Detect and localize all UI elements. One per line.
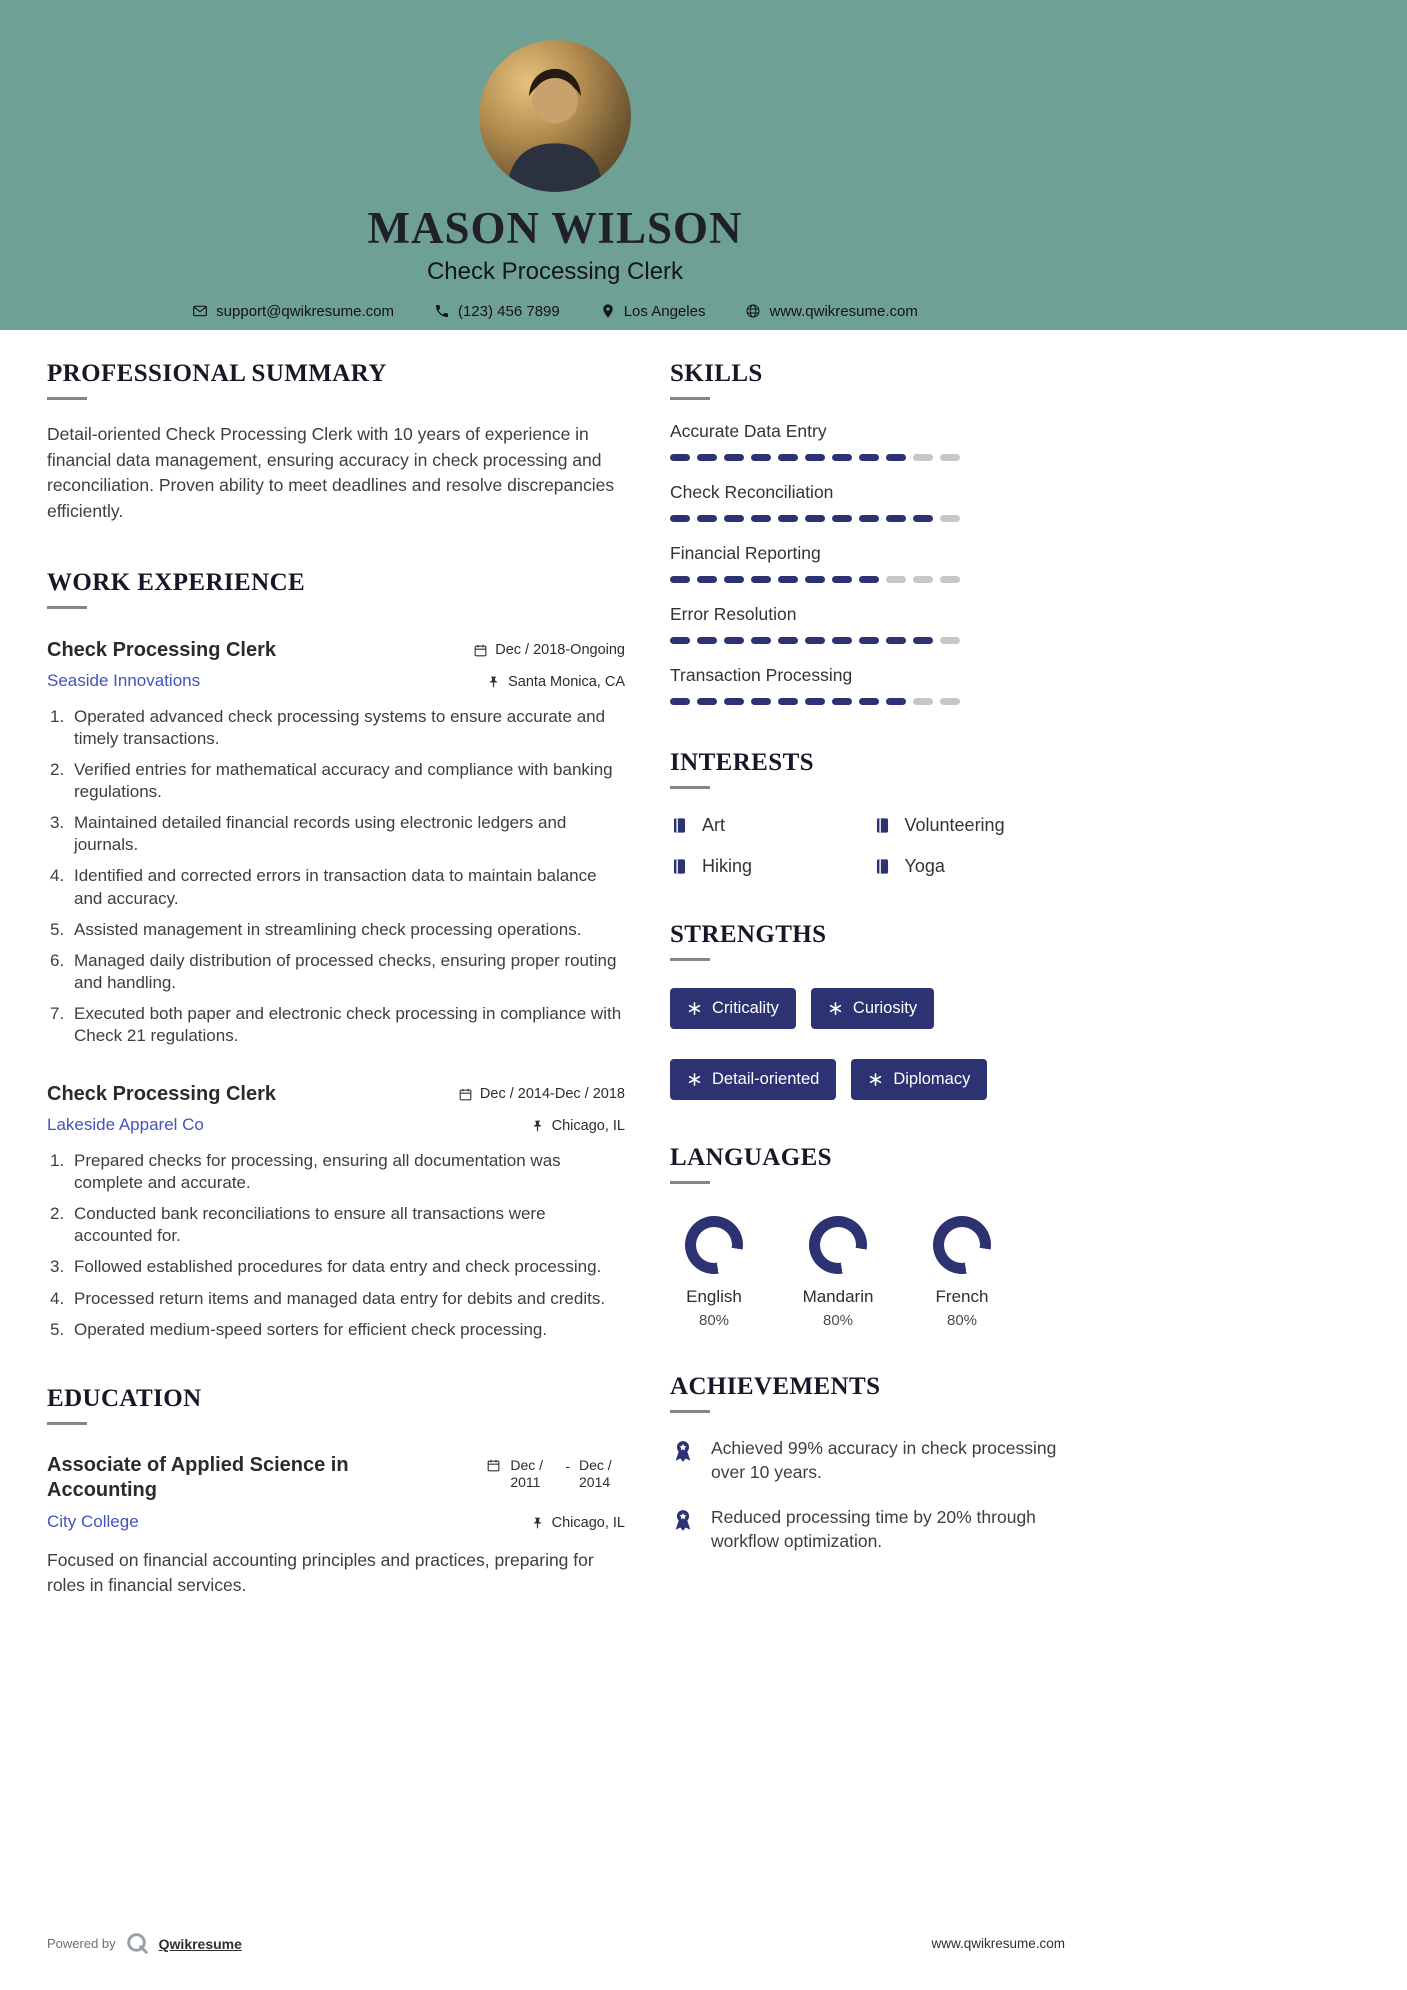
phone-icon: [434, 303, 450, 319]
skill-name: Check Reconciliation: [670, 482, 834, 502]
languages-heading: LANGUAGES: [670, 1144, 832, 1171]
person-name: MASON WILSON: [367, 203, 743, 253]
language-name: English: [686, 1287, 742, 1306]
language-item: [670, 1216, 758, 1329]
interest-label: Yoga: [904, 856, 945, 876]
strengths-list: [670, 988, 1065, 1100]
skill-dash: [913, 454, 933, 461]
powered-by: [47, 1931, 242, 1956]
skill-dash: [751, 698, 771, 705]
skill-dash: [832, 637, 852, 644]
company-name: Lakeside Apparel Co: [47, 1115, 204, 1135]
skill-dash: [724, 454, 744, 461]
job-bullet: Operated advanced check processing systems to ensure accurate and timely transactions.: [74, 706, 606, 748]
skill-dash: [724, 576, 744, 583]
right-column: [670, 360, 1065, 1554]
globe-icon: [745, 303, 761, 319]
strength-label: Curiosity: [852, 999, 918, 1017]
skill-dash: [859, 698, 879, 705]
language-item: [918, 1216, 1006, 1329]
email-icon: [192, 303, 208, 319]
job-bullet: Identified and corrected errors in transaction data to maintain balance and accuracy.: [74, 866, 597, 908]
asterisk-icon: [687, 1072, 702, 1087]
strength-badge: [851, 1059, 987, 1100]
interest-item: [670, 815, 863, 836]
section-summary: [47, 360, 625, 525]
education-entry: [47, 1453, 625, 1599]
pushpin-icon: [530, 1119, 545, 1134]
skill-dash: [778, 454, 798, 461]
skill-dash: [886, 698, 906, 705]
journal-icon: [670, 857, 689, 876]
language-item: [794, 1216, 882, 1329]
achievement-text: Reduced processing time by 20% through workflow optimization.: [711, 1507, 1036, 1551]
skill-dash: [832, 576, 852, 583]
skill-dash: [913, 515, 933, 522]
pushpin-icon: [530, 1516, 545, 1531]
education-date-start: Dec / 2011: [510, 1456, 544, 1491]
interest-label: Hiking: [702, 856, 753, 876]
section-experience: [47, 569, 625, 1341]
achievement-item: [670, 1506, 1065, 1553]
award-medal-icon: [670, 1438, 696, 1464]
qwikresume-brand-link[interactable]: Qwikresume: [158, 1935, 242, 1952]
header-band: [0, 0, 1407, 330]
job-bullets: [47, 706, 625, 1047]
section-skills: [670, 360, 1065, 705]
skill-dash: [670, 698, 690, 705]
achievements-list: [670, 1437, 1065, 1554]
company-name: Seaside Innovations: [47, 670, 201, 690]
strength-label: Criticality: [712, 999, 779, 1017]
skill-dash: [778, 515, 798, 522]
skill-dash: [913, 576, 933, 583]
job-dates-text: Dec / 2014-Dec / 2018: [479, 1086, 625, 1103]
strengths-heading: STRENGTHS: [670, 921, 827, 948]
skill-dash: [724, 698, 744, 705]
experience-heading: WORK EXPERIENCE: [47, 568, 306, 596]
interest-item: [873, 815, 1066, 836]
skill-dash: [940, 698, 960, 705]
asterisk-icon: [868, 1072, 883, 1087]
section-achievements: [670, 1373, 1065, 1554]
job-bullet: Maintained detailed financial records using electronic ledgers and journals.: [74, 813, 567, 855]
person-title: Check Processing Clerk: [426, 257, 684, 285]
interest-label: Art: [702, 815, 726, 835]
interest-item: [670, 856, 863, 877]
job-bullet: Verified entries for mathematical accuracy and compliance with banking regulations.: [74, 760, 613, 802]
skill-dash: [697, 515, 717, 522]
heading-rule: [47, 1422, 87, 1425]
date-separator: -: [565, 1457, 570, 1474]
skill-dash: [751, 637, 771, 644]
job-bullet: Executed both paper and electronic check processing in compliance with Check 21 regulations.: [74, 1003, 622, 1045]
job-title: Check Processing Clerk: [47, 1083, 276, 1106]
job-dates: [458, 1083, 625, 1102]
job-location-text: Santa Monica, CA: [508, 673, 625, 690]
language-name: Mandarin: [802, 1287, 874, 1306]
job-location: [486, 671, 625, 690]
job-bullet: Operated medium-speed sorters for efficient check processing.: [74, 1319, 548, 1339]
heading-rule: [670, 1410, 710, 1413]
language-name: French: [935, 1287, 989, 1306]
skill-dash: [724, 515, 744, 522]
skill-dash: [670, 454, 690, 461]
header-content: [0, 0, 1110, 320]
contact-location-text: Los Angeles: [623, 302, 706, 320]
contact-website[interactable]: [745, 303, 917, 320]
summary-text: Detail-oriented Check Processing Clerk with 10 years of experience in financial data management, ensuring accuracy in check processing and reconciliation. Proven ability to meet deadlines and resolve discrepancies efficiently.: [47, 424, 615, 522]
section-strengths: [670, 921, 1065, 1100]
skills-heading: SKILLS: [670, 360, 763, 387]
education-location: [530, 1512, 625, 1531]
skill-level-bar: [670, 698, 1065, 705]
contact-email[interactable]: [192, 303, 394, 320]
job-bullet: Prepared checks for processing, ensuring all documentation was complete and accurate.: [74, 1151, 561, 1193]
heading-rule: [670, 397, 710, 400]
contact-location: [600, 303, 706, 320]
school-name: City College: [47, 1511, 139, 1531]
journal-icon: [873, 857, 892, 876]
skill-dash: [886, 637, 906, 644]
heading-rule: [670, 1181, 710, 1184]
education-heading: EDUCATION: [47, 1384, 202, 1412]
skill-dash: [724, 637, 744, 644]
skill-item: [670, 482, 1065, 522]
skill-item: [670, 543, 1065, 583]
qwikresume-logo-icon: [125, 1931, 150, 1956]
skill-dash: [697, 576, 717, 583]
skill-dash: [913, 637, 933, 644]
skill-dash: [805, 698, 825, 705]
interests-heading: INTERESTS: [670, 749, 814, 776]
skill-dash: [670, 576, 690, 583]
languages-list: [670, 1216, 1065, 1329]
skill-level-bar: [670, 576, 1065, 583]
skill-dash: [805, 454, 825, 461]
achievement-item: [670, 1437, 1065, 1484]
skill-dash: [832, 698, 852, 705]
language-percent: 80%: [822, 1312, 854, 1329]
skill-name: Accurate Data Entry: [670, 421, 827, 441]
skill-dash: [886, 454, 906, 461]
portrait-silhouette: [479, 40, 631, 192]
strength-badge: [670, 1059, 836, 1100]
award-medal-icon: [670, 1507, 696, 1533]
job-bullet: Processed return items and managed data entry for debits and credits.: [74, 1288, 606, 1308]
skill-dash: [940, 637, 960, 644]
skill-dash: [940, 515, 960, 522]
skill-dash: [940, 454, 960, 461]
language-percent: 80%: [946, 1312, 978, 1329]
education-description: Focused on financial accounting principles and practices, preparing for roles in financial services.: [47, 1549, 594, 1596]
strength-badge: [811, 988, 934, 1029]
skill-dash: [832, 515, 852, 522]
skill-dash: [859, 576, 879, 583]
language-donut-chart: [809, 1216, 867, 1274]
education-location-text: Chicago, IL: [551, 1514, 625, 1531]
skill-dash: [940, 576, 960, 583]
job-bullet: Followed established procedures for data entry and check processing.: [74, 1257, 602, 1277]
journal-icon: [670, 816, 689, 835]
skill-dash: [805, 576, 825, 583]
skill-dash: [670, 515, 690, 522]
education-dates: [486, 1453, 625, 1492]
journal-icon: [873, 816, 892, 835]
skill-level-bar: [670, 454, 1065, 461]
job-title: Check Processing Clerk: [47, 638, 276, 661]
skill-dash: [805, 637, 825, 644]
powered-by-text: Powered by: [47, 1936, 116, 1951]
skill-dash: [697, 454, 717, 461]
skill-dash: [778, 637, 798, 644]
skill-dash: [886, 515, 906, 522]
skill-name: Error Resolution: [670, 604, 797, 624]
skill-dash: [913, 698, 933, 705]
heading-rule: [47, 397, 87, 400]
skill-item: [670, 665, 1065, 705]
contact-row: [0, 303, 1110, 320]
heading-rule: [670, 786, 710, 789]
skill-dash: [751, 515, 771, 522]
footer: [47, 1891, 1065, 1990]
section-interests: [670, 749, 1065, 877]
education-date-end: Dec / 2014: [579, 1456, 612, 1491]
summary-heading: PROFESSIONAL SUMMARY: [47, 360, 387, 387]
job-entry: [47, 1083, 625, 1341]
job-bullet: Managed daily distribution of processed checks, ensuring proper routing and handling.: [74, 950, 617, 992]
asterisk-icon: [828, 1001, 843, 1016]
skill-dash: [805, 515, 825, 522]
language-donut-chart: [933, 1216, 991, 1274]
skill-dash: [670, 637, 690, 644]
interest-item: [873, 856, 1066, 877]
job-location-text: Chicago, IL: [551, 1118, 625, 1135]
contact-email-text: support@qwikresume.com: [216, 302, 394, 320]
section-education: [47, 1385, 625, 1599]
skill-level-bar: [670, 637, 1065, 644]
skill-dash: [697, 698, 717, 705]
calendar-icon: [473, 643, 488, 658]
skill-dash: [778, 576, 798, 583]
job-bullets: [47, 1150, 625, 1341]
degree-title: Associate of Applied Science in Accounting: [47, 1453, 349, 1501]
skill-dash: [751, 576, 771, 583]
contact-website-text: www.qwikresume.com: [769, 302, 918, 320]
job-dates: [473, 639, 625, 658]
left-column: [47, 360, 625, 1599]
strength-label: Detail-oriented: [712, 1070, 820, 1088]
calendar-icon: [486, 1458, 501, 1473]
language-percent: 80%: [698, 1312, 730, 1329]
skill-name: Financial Reporting: [670, 543, 821, 563]
skill-dash: [697, 637, 717, 644]
interests-grid: [670, 815, 1065, 877]
achievement-text: Achieved 99% accuracy in check processing over 10 years.: [711, 1438, 1057, 1482]
main-content: [47, 330, 1065, 1891]
section-languages: [670, 1144, 1065, 1329]
calendar-icon: [458, 1087, 473, 1102]
strength-badge: [670, 988, 796, 1029]
achievements-heading: ACHIEVEMENTS: [670, 1373, 881, 1400]
skill-item: [670, 604, 1065, 644]
pushpin-icon: [486, 675, 501, 690]
contact-phone-text: (123) 456 7899: [457, 302, 560, 320]
skill-dash: [886, 576, 906, 583]
job-bullet: Assisted management in streamlining check processing operations.: [74, 919, 582, 939]
skill-level-bar: [670, 515, 1065, 522]
skill-dash: [859, 454, 879, 461]
job-dates-text: Dec / 2018-Ongoing: [495, 641, 625, 658]
job-entry: [47, 639, 625, 1047]
skill-name: Transaction Processing: [670, 665, 853, 685]
location-pin-icon: [600, 303, 616, 319]
interest-label: Volunteering: [904, 815, 1005, 835]
skill-dash: [751, 454, 771, 461]
skill-dash: [859, 515, 879, 522]
language-donut-chart: [685, 1216, 743, 1274]
profile-photo: [479, 40, 631, 192]
contact-phone[interactable]: [434, 303, 560, 320]
strength-label: Diplomacy: [893, 1070, 971, 1088]
job-bullet: Conducted bank reconciliations to ensure all transactions were accounted for.: [74, 1204, 546, 1246]
heading-rule: [670, 958, 710, 961]
heading-rule: [47, 606, 87, 609]
skill-item: [670, 421, 1065, 461]
skill-dash: [832, 454, 852, 461]
skill-dash: [859, 637, 879, 644]
job-location: [530, 1115, 625, 1134]
skill-dash: [778, 698, 798, 705]
footer-website-link[interactable]: www.qwikresume.com: [931, 1936, 1065, 1951]
asterisk-icon: [687, 1001, 702, 1016]
